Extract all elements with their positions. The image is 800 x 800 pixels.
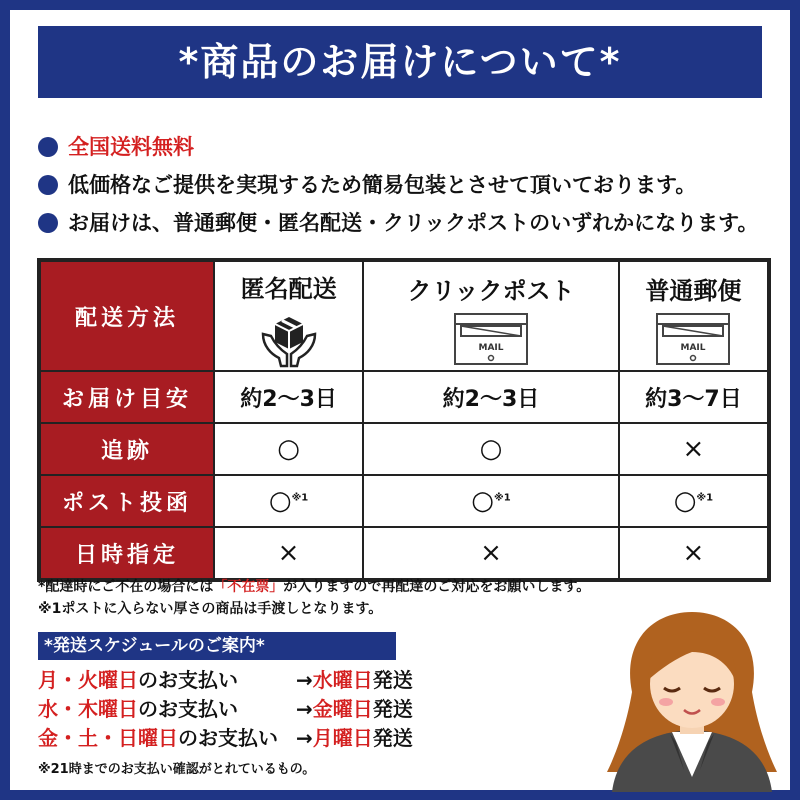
mailbox-icon <box>655 312 731 366</box>
table-cell: ○ <box>363 423 619 475</box>
table-cell: × <box>619 423 768 475</box>
mailbox-icon <box>453 312 529 366</box>
table-cell: ○$^{※1}$ <box>363 475 619 527</box>
table-cell: ○$^{※1}$ <box>214 475 363 527</box>
table-row <box>40 527 768 579</box>
row-header: お届け目安 <box>40 371 214 423</box>
table-row <box>40 475 768 527</box>
schedule-row: 金・土・日曜日のお支払い →月曜日発送 <box>38 726 413 750</box>
column-title: 普通郵便 <box>645 276 742 305</box>
page-frame <box>10 10 790 790</box>
column-regular-mail <box>619 261 768 371</box>
column-title: 匿名配送 <box>240 274 337 303</box>
woman-bowing-illustration <box>592 602 792 792</box>
column-clickpost <box>363 261 619 371</box>
table-row <box>40 423 768 475</box>
bullet-simple-packaging: 低価格なご提供を実現するため簡易包装とさせて頂いております。 <box>38 166 778 204</box>
schedule-heading: *発送スケジュールのご案内* <box>38 632 396 660</box>
note-absence: *配達時にご不在の場合には「不在票」が入りますので再配達のご対応をお願いします。 <box>38 579 591 595</box>
bullet-dot-icon <box>38 213 58 233</box>
bullet-dot-icon <box>38 137 58 157</box>
table-cell: ○ <box>214 423 363 475</box>
table-cell: × <box>363 527 619 579</box>
shipping-table <box>37 258 771 582</box>
svg-text:MAIL: MAIL <box>478 342 504 353</box>
info-bullets <box>38 128 778 242</box>
table-cell: 約3〜7日 <box>619 371 768 423</box>
table-cell: × <box>619 527 768 579</box>
hands-package-icon <box>257 310 321 368</box>
schedule-row: 月・火曜日のお支払い →水曜日発送 <box>38 668 413 692</box>
row-header: 日時指定 <box>40 527 214 579</box>
schedule-note: ※21時までのお支払い確認がとれているもの。 <box>38 762 316 777</box>
table-cell: ○$^{※1}$ <box>619 475 768 527</box>
row-header: 追跡 <box>40 423 214 475</box>
schedule-row: 水・木曜日のお支払い →金曜日発送 <box>38 697 413 721</box>
table-cell: × <box>214 527 363 579</box>
bullet-free-shipping: 全国送料無料 <box>38 128 778 166</box>
table-cell: 約2〜3日 <box>363 371 619 423</box>
bullet-dot-icon <box>38 175 58 195</box>
column-title: クリックポスト <box>407 276 575 305</box>
row-header: ポスト投函 <box>40 475 214 527</box>
bullet-delivery-methods: お届けは、普通郵便・匿名配送・クリックポストのいずれかになります。 <box>38 204 778 242</box>
table-cell: 約2〜3日 <box>214 371 363 423</box>
table-row <box>40 371 768 423</box>
row-header-method: 配送方法 <box>40 261 214 371</box>
note-thickness: ※1ポストに入らない厚さの商品は手渡しとなります。 <box>38 601 383 617</box>
shipping-schedule <box>38 666 413 753</box>
svg-text:MAIL: MAIL <box>680 342 706 353</box>
table-header-row <box>40 261 768 371</box>
column-anonymous <box>214 261 363 371</box>
delivery-notes <box>38 576 590 620</box>
page-title: *商品のお届けについて* <box>38 26 762 98</box>
